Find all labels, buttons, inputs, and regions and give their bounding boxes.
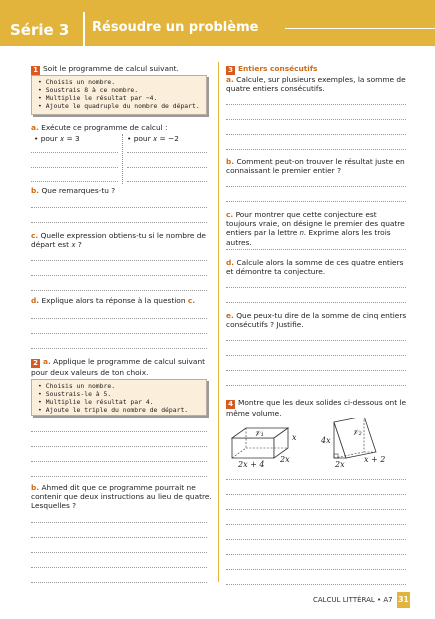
ex4-text: Montre que les deux solides ci-dessous ont le même volume.	[226, 398, 407, 418]
answer-line[interactable]	[31, 537, 207, 538]
ex3-e-text: Que peux-tu dire de la somme de cinq entiers consécutifs ? Justifie.	[226, 311, 407, 330]
header-rule	[285, 28, 435, 29]
answer-line[interactable]	[31, 582, 207, 583]
header-separator	[83, 12, 85, 46]
ex3-a	[226, 75, 408, 93]
page-title: Résoudre un problème	[92, 20, 259, 35]
answer-line[interactable]	[31, 167, 118, 168]
answer-line[interactable]	[31, 461, 207, 462]
ex1-b-label: b.	[31, 186, 40, 195]
answer-line[interactable]	[31, 567, 207, 568]
ex1-d-reference: c.	[187, 296, 196, 305]
answer-line[interactable]	[226, 201, 406, 202]
ex1-a-right-case: • pour 𝑥 = −2	[127, 134, 179, 143]
answer-line[interactable]	[31, 260, 207, 261]
program-step: • Choisis un nombre.	[38, 382, 206, 390]
ex2-a-label: a.	[43, 357, 51, 366]
answer-line[interactable]	[226, 509, 406, 510]
column-separator	[218, 62, 219, 582]
ex3-c	[226, 210, 408, 247]
program-step: • Multiplie le résultat par −4.	[38, 94, 206, 102]
ex2-b-label: b.	[31, 483, 40, 492]
answer-line[interactable]	[31, 348, 207, 349]
ex3-a-text: Calcule, sur plusieurs exemples, la somme de quatre entiers consécutifs.	[226, 75, 406, 94]
ex1-b	[31, 186, 115, 195]
ex3-title-text: Entiers consécutifs	[238, 64, 318, 73]
answer-line[interactable]	[226, 134, 406, 135]
answer-line[interactable]	[226, 119, 406, 120]
answer-line[interactable]	[127, 152, 207, 153]
answer-line[interactable]	[226, 494, 406, 495]
ex2-b-text: Ahmed dit que ce programme pourrait ne contenir que deux instructions au lieu de quatre. Lesquelles ?	[31, 483, 212, 511]
ex1-a	[31, 123, 168, 132]
answer-line[interactable]	[31, 446, 207, 447]
answer-line[interactable]	[226, 554, 406, 555]
ex1-number: 1	[31, 66, 40, 75]
answer-line[interactable]	[226, 287, 406, 288]
ex3-e	[226, 311, 408, 329]
answer-line[interactable]	[226, 479, 406, 480]
program-step: • Ajoute le triple du nombre de départ.	[38, 406, 206, 414]
ex1-program-box	[31, 75, 207, 115]
answer-line[interactable]	[127, 181, 207, 182]
program-step: • Choisis un nombre.	[38, 78, 206, 86]
answer-line[interactable]	[226, 569, 406, 570]
ex1-b-text: Que remarques-tu ?	[41, 186, 116, 195]
answer-line[interactable]	[226, 584, 406, 585]
solid-2-width: 2x	[335, 460, 345, 469]
answer-line[interactable]	[31, 333, 207, 334]
answer-line[interactable]	[226, 249, 406, 250]
answer-line[interactable]	[31, 207, 207, 208]
ex1-intro	[31, 64, 179, 75]
ex1-a-left-case: • pour 𝑥 = 3	[34, 134, 80, 143]
solid-1-height: x	[292, 433, 297, 442]
answer-line[interactable]	[127, 167, 207, 168]
answer-line[interactable]	[226, 104, 406, 105]
ex1-d	[31, 296, 195, 305]
ex3-c-text: Pour montrer que cette conjecture est toujours vraie, on désigne le premier des quatre entiers par la lettre 𝑛. Exprime alors les trois autres.	[226, 210, 405, 247]
ex2-program-box	[31, 379, 207, 416]
solid-2-label: 𝒱₂	[352, 428, 362, 437]
ex4-statement	[226, 398, 408, 418]
ex3-c-label: c.	[226, 210, 234, 219]
ex2-a	[31, 357, 213, 377]
ex3-e-label: e.	[226, 311, 234, 320]
answer-line[interactable]	[226, 370, 406, 371]
answer-line[interactable]	[226, 385, 406, 386]
solid-2-height: 4x	[321, 436, 331, 445]
solid-2-prism	[320, 418, 385, 469]
ex1-c-text: Quelle expression obtiens-tu si le nombre de départ est 𝑥 ?	[31, 231, 206, 250]
ex1-d-text: Explique alors ta réponse à la question	[41, 296, 186, 305]
answer-line[interactable]	[31, 222, 207, 223]
chapter-footer: CALCUL LITTÉRAL • A7	[313, 596, 393, 604]
answer-line[interactable]	[31, 290, 207, 291]
answer-line[interactable]	[31, 431, 207, 432]
solid-1-prism	[232, 428, 297, 469]
answer-line[interactable]	[226, 355, 406, 356]
solids-figure	[224, 418, 414, 473]
answer-line[interactable]	[226, 149, 406, 150]
program-step: • Soustrais 8 à ce nombre.	[38, 86, 206, 94]
answer-line[interactable]	[31, 318, 207, 319]
ex1-a-text: Exécute ce programme de calcul :	[41, 123, 168, 132]
ex3-title	[226, 64, 317, 75]
program-step: • Multiplie le résultat par 4.	[38, 398, 206, 406]
answer-line[interactable]	[226, 539, 406, 540]
ex1-a-divider	[122, 134, 123, 184]
answer-line[interactable]	[226, 340, 406, 341]
solid-1-label: 𝒱₁	[254, 429, 264, 438]
ex1-c	[31, 231, 211, 249]
ex3-b	[226, 157, 408, 175]
answer-line[interactable]	[31, 152, 118, 153]
ex1-a-label: a.	[31, 123, 39, 132]
ex3-number: 3	[226, 66, 235, 75]
ex3-d-label: d.	[226, 258, 235, 267]
ex3-d	[226, 258, 408, 276]
program-step: • Soustrais-le à 5.	[38, 390, 206, 398]
ex2-b	[31, 483, 215, 511]
answer-line[interactable]	[31, 552, 207, 553]
ex3-a-label: a.	[226, 75, 234, 84]
ex1-intro-text: Soit le programme de calcul suivant.	[43, 64, 179, 73]
answer-line[interactable]	[226, 524, 406, 525]
answer-line[interactable]	[31, 275, 207, 276]
ex3-b-label: b.	[226, 157, 235, 166]
answer-line[interactable]	[31, 181, 118, 182]
ex1-d-label: d.	[31, 296, 40, 305]
answer-line[interactable]	[31, 522, 207, 523]
ex4-number: 4	[226, 400, 235, 409]
ex2-number: 2	[31, 359, 40, 368]
answer-line[interactable]	[226, 302, 406, 303]
page-number: 31	[397, 592, 410, 608]
ex1-c-label: c.	[31, 231, 39, 240]
answer-line[interactable]	[226, 186, 406, 187]
ex2-a-text: Applique le programme de calcul suivant pour deux valeurs de ton choix.	[31, 357, 206, 377]
answer-line[interactable]	[31, 476, 207, 477]
solid-2-depth: x + 2	[364, 455, 386, 464]
serie-label: Série 3	[10, 21, 70, 39]
solid-1-depth: 2x	[280, 455, 290, 464]
ex3-d-text: Calcule alors la somme de ces quatre entiers et démontre ta conjecture.	[226, 258, 404, 277]
solid-1-width: 2x + 4	[238, 460, 265, 469]
program-step: • Ajoute le quadruple du nombre de départ.	[38, 102, 206, 110]
ex3-b-text: Comment peut-on trouver le résultat juste en connaissant le premier entier ?	[226, 157, 405, 176]
